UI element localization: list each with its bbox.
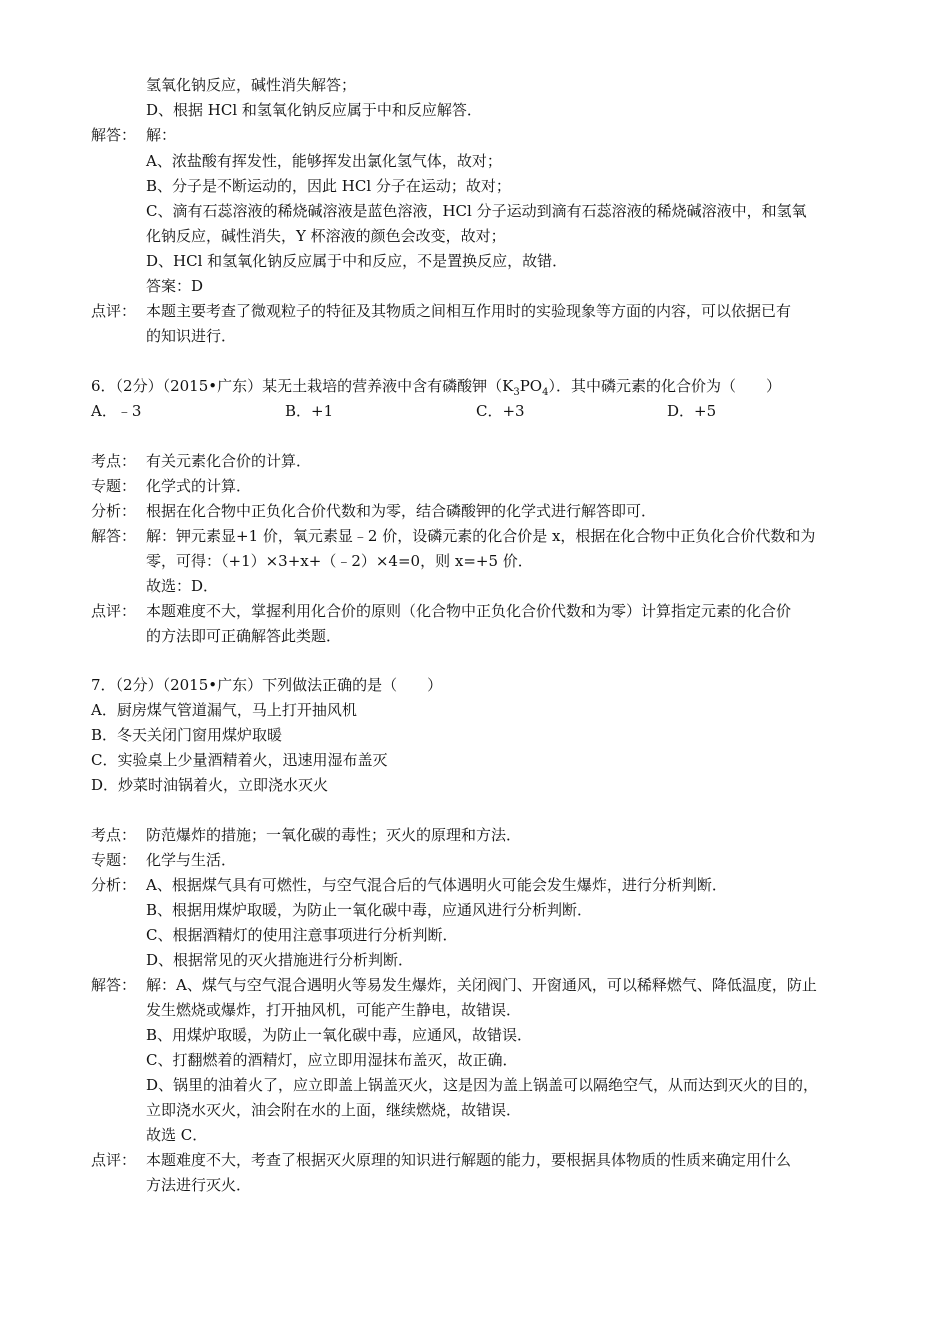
dianping-line-row [0,623,950,649]
option-a: A．﹣3 [91,402,142,420]
option-row [0,722,950,748]
review-line: 本题主要考查了微观粒子的特征及其物质之间相互作用时的实验现象等方面的内容，可以依据已有 [146,302,792,320]
jieda-label: 解答： [91,527,137,545]
subscript: 4 [542,387,549,398]
jieda-section [0,523,950,549]
dianping-label: 点评： [91,1151,137,1169]
answer-line-row [0,273,950,299]
kaodian-section [0,822,950,848]
answer-line: B、分子是不断运动的，因此 HCl 分子在运动；故对； [146,177,511,195]
review-line-row [0,323,950,349]
jieda-line: D、锅里的油着火了，应立即盖上锅盖灭火，这是因为盖上锅盖可以隔绝空气，从而达到灭火的目的， [146,1076,819,1094]
jieda-line-row [0,1097,950,1123]
option-c: C．实验桌上少量酒精着火，迅速用湿布盖灭 [91,751,388,769]
kaodian-section [0,448,950,474]
answer-line: A、浓盐酸有挥发性，能够挥发出氯化氢气体，故对； [146,152,502,170]
jieda-line: 解：A、煤气与空气混合遇明火等易发生爆炸，关闭阀门、开窗通风，可以稀释燃气、降低温度，防止 [146,976,817,994]
answer-line: 解： [146,126,177,144]
option-a: A．厨房煤气管道漏气，马上打开抽风机 [91,701,357,719]
answer-line: 化钠反应，碱性消失，Y 杯溶液的颜色会改变，故对； [146,227,506,245]
dianping-section [0,598,950,624]
review-line: 的知识进行． [146,327,237,345]
jieda-line-row [0,548,950,574]
dianping-section [0,1147,950,1173]
zhuanti-text: 化学式的计算． [146,477,252,495]
stem-part: 6．（2分）（2015•广东）某无土栽培的营养液中含有磷酸钾（K [91,377,514,395]
fenxi-line-row [0,922,950,948]
fenxi-section [0,872,950,898]
kaodian-text: 有关元素化合价的计算． [146,452,312,470]
answer-line-row [0,248,950,274]
option-c: C．+3 [476,402,525,420]
fenxi-line-row [0,947,950,973]
analysis-line: 氢氧化钠反应，碱性消失解答； [146,76,357,94]
zhuanti-section [0,847,950,873]
answer-line-row [0,198,950,224]
dianping-line-row [0,1172,950,1198]
stem-part: ）．其中磷元素的化合价为（ ） [548,377,781,395]
jieda-line: 零，可得：（+1）×3+x+（﹣2）×4=0，则 x=+5 价． [146,552,533,570]
jieda-line-row [0,573,950,599]
jieda-line: 发生燃烧或爆炸，打开抽风机，可能产生静电，故错误． [146,1001,522,1019]
jieda-line: 解：钾元素显+1 价，氧元素显﹣2 价，设磷元素的化合价是 x，根据在化合物中正负化合价代数和为 [146,527,816,545]
dianping-line: 本题难度不大，掌握利用化合价的原则（化合物中正负化合价代数和为零）计算指定元素的化合价 [146,602,792,620]
answer-line-row [0,148,950,174]
option-b: B．+1 [285,402,334,420]
fenxi-line-row [0,897,950,923]
zhuanti-section [0,473,950,499]
review-label: 点评： [91,302,137,320]
jieda-line-row [0,1072,950,1098]
fenxi-line: B、根据用煤炉取暖，为防止一氧化碳中毒，应通风进行分析判断． [146,901,593,919]
question-7-stem [0,672,950,698]
jieda-line: 故选 C． [146,1126,208,1144]
dianping-line: 方法进行灭火． [146,1176,252,1194]
question-7-text: 7．（2分）（2015•广东）下列做法正确的是（ ） [91,676,443,694]
answer-section [0,122,950,148]
jieda-section [0,972,950,998]
fenxi-label: 分析： [91,502,137,520]
option-row [0,772,950,798]
answer-line-row [0,173,950,199]
kaodian-label: 考点： [91,826,137,844]
jieda-line: 立即浇水灭火，油会附在水的上面，继续燃烧，故错误． [146,1101,522,1119]
jieda-line-row [0,997,950,1023]
option-d: D．+5 [667,402,717,420]
dianping-label: 点评： [91,602,137,620]
answer-line: C、滴有石蕊溶液的稀烧碱溶液是蓝色溶液，HCl 分子运动到滴有石蕊溶液的稀烧碱溶液中，和氢氧 [146,202,807,220]
jieda-label: 解答： [91,976,137,994]
answer-line-row [0,223,950,249]
fenxi-section [0,498,950,524]
jieda-line-row [0,1122,950,1148]
answer-line: D、HCl 和氢氧化钠反应属于中和反应，不是置换反应，故错． [146,252,568,270]
jieda-line-row [0,1047,950,1073]
answer-line: 答案：D [146,277,204,295]
fenxi-line: C、根据酒精灯的使用注意事项进行分析判断． [146,926,458,944]
fenxi-line: A、根据煤气具有可燃性，与空气混合后的气体遇明火可能会发生爆炸，进行分析判断． [146,876,727,894]
question-6-text [91,373,781,399]
jieda-line: 故选：D． [146,577,219,595]
option-b: B．冬天关闭门窗用煤炉取暖 [91,726,283,744]
fenxi-text: 根据在化合物中正负化合价代数和为零，结合磷酸钾的化学式进行解答即可． [146,502,657,520]
zhuanti-label: 专题： [91,477,137,495]
jieda-line: C、打翻燃着的酒精灯，应立即用湿抹布盖灭，故正确． [146,1051,518,1069]
fenxi-label: 分析： [91,876,137,894]
question-6-stem [0,373,950,399]
jieda-line: B、用煤炉取暖，为防止一氧化碳中毒，应通风，故错误． [146,1026,533,1044]
kaodian-text: 防范爆炸的措施；一氧化碳的毒性；灭火的原理和方法． [146,826,522,844]
subscript: 3 [513,387,520,398]
analysis-line: D、根据 HCl 和氢氧化钠反应属于中和反应解答． [146,101,482,119]
kaodian-label: 考点： [91,452,137,470]
answer-label: 解答： [91,126,137,144]
zhuanti-label: 专题： [91,851,137,869]
zhuanti-text: 化学与生活． [146,851,237,869]
option-d: D．炒菜时油锅着火，立即浇水灭火 [91,776,329,794]
option-row [0,697,950,723]
question-6-options [0,398,950,424]
jieda-line-row [0,1022,950,1048]
dianping-line: 本题难度不大，考查了根据灭火原理的知识进行解题的能力，要根据具体物质的性质来确定用什么 [146,1151,792,1169]
option-row [0,747,950,773]
review-section [0,298,950,324]
fenxi-line: D、根据常见的灭火措施进行分析判断． [146,951,414,969]
dianping-line: 的方法即可正确解答此类题． [146,627,342,645]
stem-part: PO [519,377,543,395]
